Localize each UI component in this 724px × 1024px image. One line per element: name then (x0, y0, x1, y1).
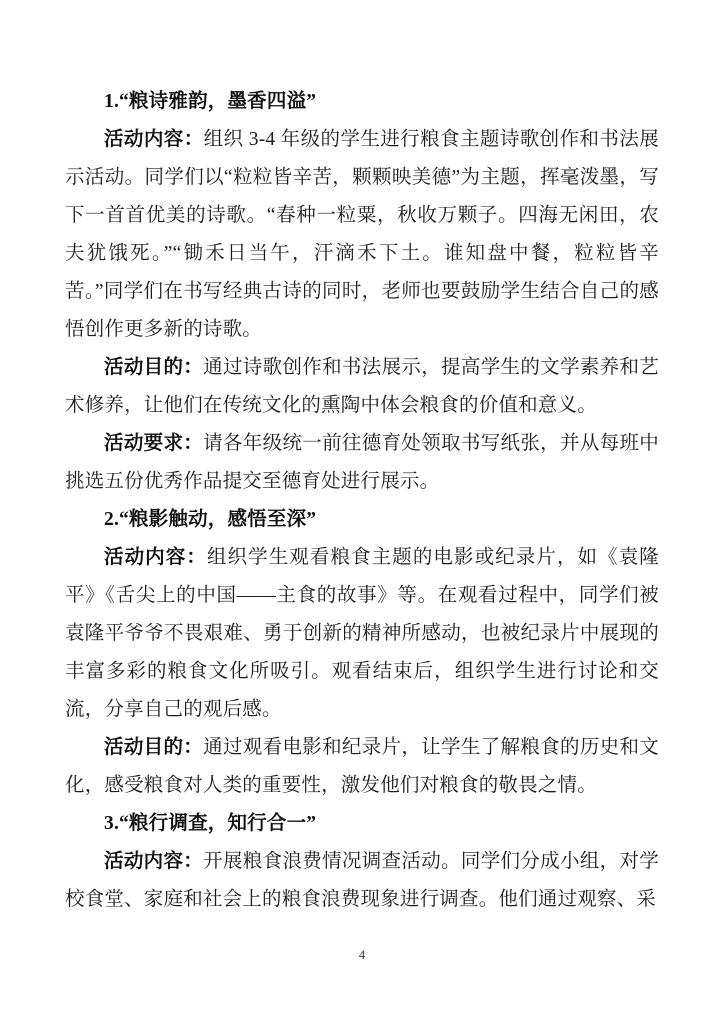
section-1-requirement-paragraph (65, 425, 659, 501)
paragraph-text: 通过观看电影和纪录片，让学生了解粮食的历史和文化，感受粮食对人类的重要性，激发他们对粮食的敬畏之情。 (65, 737, 659, 796)
paragraph-label-content: 活动内容： (104, 547, 207, 568)
section-1-purpose-paragraph (65, 349, 659, 425)
paragraph-text: 通过诗歌创作和书法展示，提高学生的文学素养和艺术修养，让他们在传统文化的熏陶中体会粮食的价值和意义。 (65, 357, 659, 416)
page-footer (0, 946, 724, 964)
section-3-heading-text: 3.“粮行调查，知行合一” (104, 813, 317, 834)
section-3-heading (65, 805, 659, 843)
paragraph-text: 组织学生观看粮食主题的电影或纪录片，如《袁隆平》《舌尖上的中国——主食的故事》等。在观看过程中，同学们被袁隆平爷爷不畏艰难、勇于创新的精神所感动，也被纪录片中展现的丰富多彩的粮食文化所吸引。观看结束后，组织学生进行讨论和交流，分享自己的观后感。 (65, 547, 659, 720)
section-1-content-paragraph (65, 121, 659, 349)
section-2-purpose-paragraph (65, 729, 659, 805)
paragraph-label-content: 活动内容： (104, 129, 204, 150)
section-2-heading-text: 2.“粮影触动，感悟至深” (104, 509, 317, 530)
document-body (65, 83, 659, 919)
paragraph-label-purpose: 活动目的： (104, 737, 204, 758)
paragraph-text: 开展粮食浪费情况调查活动。同学们分成小组，对学校食堂、家庭和社会上的粮食浪费现象进行调查。他们通过观察、采 (65, 851, 659, 910)
section-1-heading-text: 1.“粮诗雅韵，墨香四溢” (104, 91, 317, 112)
paragraph-label-content: 活动内容： (104, 851, 204, 872)
page-number: 4 (358, 948, 366, 962)
paragraph-label-requirement: 活动要求： (104, 433, 204, 454)
paragraph-text: 请各年级统一前往德育处领取书写纸张，并从每班中挑选五份优秀作品提交至德育处进行展示。 (65, 433, 659, 492)
paragraph-label-purpose: 活动目的： (104, 357, 204, 378)
section-2-heading (65, 501, 659, 539)
section-3-content-paragraph (65, 843, 659, 919)
section-1-heading (65, 83, 659, 121)
paragraph-text: 组织 3-4 年级的学生进行粮食主题诗歌创作和书法展示活动。同学们以“粒粒皆辛苦，颗颗映美德”为主题，挥毫泼墨，写下一首首优美的诗歌。“春种一粒粟，秋收万颗子。四海无闲田，农夫犹饿死。”“锄禾日当午，汗滴禾下土。谁知盘中餐，粒粒皆辛苦。”同学们在书写经典古诗的同时，老师也要鼓励学生结合自己的感悟创作更多新的诗歌。 (65, 129, 659, 340)
section-2-content-paragraph (65, 539, 659, 729)
